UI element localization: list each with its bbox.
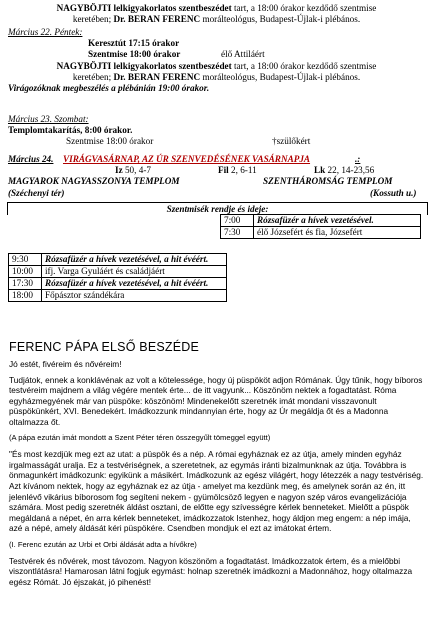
article-paragraph: Tudjátok, ennek a konklávénak az volt a kötelessége, hogy új püspököt adjon Rómának. Úgy tűnik, hogy bíboros testvéreim majdnem a világ végére mentek érte... de itt vagyunk... Köszönöm nektek a fogadtatást. Róma egyházmegyének már van püspöke: köszönöm! Mindenekelőtt szeretnék imát mondani visszavonult püspökünkért, XVI. Benedekért. Imádkozzunk mindannyian érte, hogy az Úr megáldja őt és a Madonna oltalmazza őt. — [9, 374, 423, 428]
preacher-pre: keretében; — [72, 14, 114, 25]
lent-sermon-title: NAGYBÖJTI lelkigyakorlatos szentbeszédet — [56, 3, 232, 13]
article-title: FERENC PÁPA ELSŐ BESZÉDE — [9, 340, 200, 354]
date-march22: Március 22. Péntek: — [8, 27, 83, 37]
table-row: 7:30 élő Józsefért és fia, Józsefért — [221, 227, 421, 239]
preacher-rest: morálteológus, Budapest-Újlak-i plébános. — [200, 14, 361, 25]
church-left: MAGYAROK NAGYASSZONYA TEMPLOM — [8, 176, 180, 187]
preacher-name-2: Dr. BERAN FERENC — [113, 71, 201, 82]
article-paragraph: Testvérek és nővérek, most távozom. Nagyon köszönöm a fogadtatást. Imádkozzatok értem, és a mielőbbi viszontlátásra! Hamarosan látni fogjuk egymást: holnap szeretnék imádkozni a Madonnához, hogy oltalmazza egész Rómát. Jó éjszakát, jó pihenést! — [9, 555, 413, 587]
table-row: 7:00 Rózsafüzér a hívek vezetésével. — [221, 215, 421, 227]
table-row: 17:30 Rózsafüzér a hívek vezetésével, a hit évéért. — [9, 278, 227, 290]
mass-intention: élő Attiláért — [221, 49, 265, 60]
table-row: 18:00 Főpásztor szándékára — [9, 290, 227, 302]
article-paragraph: "És most kezdjük meg ezt az utat: a püspök és a nép. A római egyháznak ez az útja, amely minden egyház irgalmasságát uralja. Ez a testvériségnek, a szeretetnek, az egymás iránti bizalmunknak az útja. Továbbra is önmagunkért imádkozunk: egyikünk a másikért. Imádkozunk az egész világért, hogy létezzék a nagy testvériség. Azt kívánom nektek, hogy az egyháznak ez az útja - amelyet ma kezdünk meg, és amelynek során az én, itt jelenlévő vikárius bíborosom fog segíteni nekem - gyümölcsöző legyen e nagyon szép város evangelizációja számára. Most pedig szeretnék áldást osztani, de előtte egy szívességre kérlek benneteket. Mielőtt a püspök megáldaná a népet, én arra kérlek benneteket, imádkozzatok Istenhez, hogy áldjon meg engem: a nép imája, azé a népé, amely áldását kéri püspökére. Csendben mondjuk el ezt az imátokat értem. — [9, 449, 424, 534]
church-left-address: (Széchenyi tér) — [8, 187, 65, 198]
florists-meeting: Virágozóknak megbeszélés a plébánián 19:00 órakor. — [8, 82, 210, 93]
table-row: 10:00 ifj. Varga Gyuláért és családjáért — [9, 266, 227, 278]
lent-sermon-rest-2: tart, a 18:00 órakor kezdődő szentmise — [231, 60, 377, 71]
readings — [0, 165, 433, 176]
mass-label: Szentmise 18:00 órakor — [88, 49, 181, 60]
preacher-pre-2: keretében; — [72, 71, 114, 82]
article-note: (I. Ferenc ezután az Urbi et Orbi áldását adta a hívőkre) — [9, 539, 197, 549]
way-of-cross: Keresztút 17:15 órakor — [88, 38, 180, 49]
reading-1: Iz 50, 4-7 — [115, 165, 151, 176]
lent-sermon-title-2: NAGYBÖJTI lelkigyakorlatos szentbeszédet — [56, 60, 232, 71]
reading-3: Lk 22, 14-23,56 — [314, 165, 375, 176]
reading-2: Fil 2, 6-11 — [218, 165, 257, 176]
date-march23: Március 23. Szombat: — [8, 114, 89, 124]
preacher-rest-2: morálteológus, Budapest-Újlak-i plébános. — [200, 71, 361, 82]
article-pope-francis — [9, 342, 425, 593]
schedule-left-table — [8, 253, 227, 302]
top-announcement — [0, 3, 433, 25]
table-row: 9:30 Rózsafüzér a hívek vezetésével, a hit évéért. — [9, 254, 227, 266]
palm-sunday-title: VIRÁGVASÁRNAP, AZ ÚR SZENVEDÉSÉNEK VASÁRNAPJA — [63, 154, 311, 164]
mass-label-23: Szentmise 18:00 órakor — [66, 136, 154, 147]
article-note: (A pápa ezután imát mondott a Szent Péter téren összegyűlt tömeggel együtt) — [9, 433, 271, 443]
palm-sunday-suffix: .: — [355, 154, 361, 164]
section-march23 — [0, 114, 433, 148]
church-cleaning: Templomtakarítás, 8:00 órakor. — [8, 125, 133, 136]
church-right: SZENTHÁROMSÁG TEMPLOM — [263, 176, 393, 187]
lent-sermon-rest: tart, a 18:00 órakor kezdődő szentmise — [231, 3, 377, 13]
church-right-address: (Kossuth u.) — [370, 187, 417, 198]
section-march24 — [0, 154, 433, 199]
preacher-name: Dr. BERAN FERENC — [113, 14, 201, 25]
section-march22 — [0, 27, 433, 94]
date-march24: Március 24. — [8, 154, 54, 164]
article-greeting: Jó estét, fivéreim és nővéreim! — [9, 358, 122, 369]
schedule-right-table — [220, 214, 421, 239]
mass-intention-23: †szülőkért — [272, 136, 311, 147]
schedule-header: Szentmisék rendje és ideje: — [7, 202, 428, 215]
